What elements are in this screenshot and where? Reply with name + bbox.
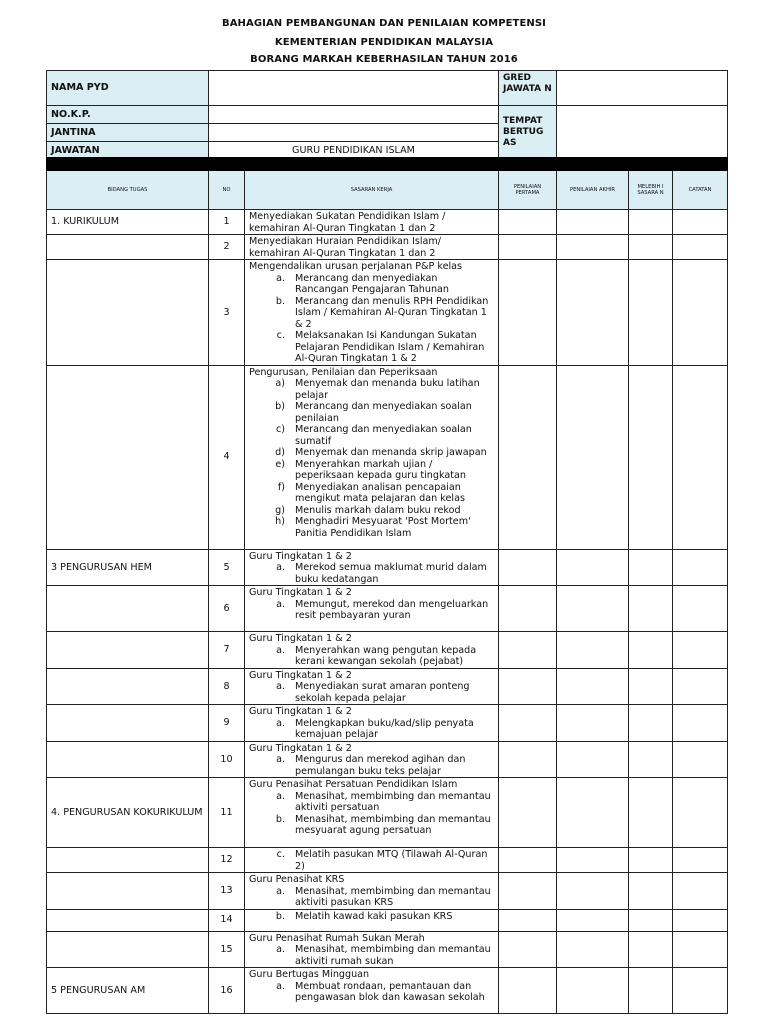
melebihi-cell[interactable]: [629, 909, 673, 931]
bidang-cell: [47, 260, 209, 366]
sasaran-item: [249, 447, 494, 459]
table-row: [47, 931, 728, 968]
item-text: Menyediakan analisan pencapaian mengikut mata pelajaran dan kelas: [295, 481, 465, 504]
penilaian-akhir-cell[interactable]: [557, 365, 629, 549]
item-marker: h): [275, 516, 285, 527]
catatan-cell[interactable]: [673, 260, 728, 366]
sasaran-item: [249, 562, 494, 585]
tempat-value[interactable]: [557, 106, 728, 160]
sasaran-intro: Guru Tingkatan 1 & 2: [249, 669, 352, 681]
penilaian-pertama-cell[interactable]: [499, 778, 557, 848]
sasaran-item: [249, 681, 494, 704]
table-row: [47, 549, 728, 586]
melebihi-cell[interactable]: [629, 210, 673, 235]
item-text: Menasihat, membimbing dan memantau aktiviti persatuan: [295, 790, 491, 813]
catatan-cell[interactable]: [673, 873, 728, 910]
catatan-cell[interactable]: [673, 909, 728, 931]
sasaran-intro: Guru Penasihat Persatuan Pendidikan Islam: [249, 779, 458, 790]
tempat-label: TEMPAT BERTUG AS: [499, 106, 557, 160]
item-text: Merancang dan menulis RPH Pendidikan Islam / Kemahiran Al-Quran Tingkatan 1 & 2: [295, 295, 489, 330]
penilaian-akhir-cell[interactable]: [557, 632, 629, 669]
catatan-cell[interactable]: [673, 968, 728, 1014]
melebihi-cell[interactable]: [629, 968, 673, 1014]
sasaran-item: [249, 424, 494, 447]
bidang-cell: [47, 848, 209, 873]
melebihi-cell[interactable]: [629, 741, 673, 778]
penilaian-akhir-cell[interactable]: [557, 741, 629, 778]
item-marker: a.: [276, 598, 285, 610]
sasaran-cell: [245, 210, 499, 235]
catatan-cell[interactable]: [673, 741, 728, 778]
col-sasaran: SASARAN KERJA: [245, 171, 499, 210]
penilaian-pertama-cell[interactable]: [499, 705, 557, 742]
melebihi-cell[interactable]: [629, 778, 673, 848]
item-marker: a.: [276, 717, 285, 729]
no-cell: 5: [209, 549, 245, 586]
table-row: [47, 668, 728, 705]
item-text: Membuat rondaan, pemantauan dan pengawasan blok dan kawasan sekolah: [295, 980, 485, 1003]
bidang-cell: 3 PENGURUSAN HEM: [47, 549, 209, 586]
melebihi-cell[interactable]: [629, 873, 673, 910]
jawatan-label: JAWATAN: [47, 142, 209, 160]
header-line-2: KEMENTERIAN PENDIDIKAN MALAYSIA: [274, 37, 494, 48]
nama-label: NAMA PYD: [47, 71, 209, 106]
penilaian-akhir-cell[interactable]: [557, 778, 629, 848]
sasaran-cell: [245, 632, 499, 669]
no-cell: 2: [209, 235, 245, 260]
bidang-cell: [47, 632, 209, 669]
sasaran-cell: [245, 586, 499, 632]
header-line-1: BAHAGIAN PEMBANGUNAN DAN PENILAIAN KOMPETENSI: [221, 18, 547, 29]
bidang-cell: [47, 235, 209, 260]
no-cell: 3: [209, 260, 245, 366]
sasaran-intro: Guru Penasihat KRS: [249, 874, 345, 885]
item-marker: e): [275, 458, 285, 470]
col-penilaian-akhir: PENILAIAN AKHIR: [557, 171, 629, 210]
item-text: Melatih kawad kaki pasukan KRS: [295, 910, 453, 922]
sasaran-item: [249, 330, 494, 365]
no-cell: 12: [209, 848, 245, 873]
no-cell: 10: [209, 741, 245, 778]
table-row: [47, 741, 728, 778]
catatan-cell[interactable]: [673, 632, 728, 669]
no-cell: 13: [209, 873, 245, 910]
melebihi-cell[interactable]: [629, 235, 673, 260]
item-text: Melatih pasukan MTQ (Tilawah Al-Quran 2): [295, 849, 488, 872]
sasaran-item: [249, 273, 494, 296]
melebihi-cell[interactable]: [629, 586, 673, 632]
penilaian-akhir-cell[interactable]: [557, 909, 629, 931]
sasaran-item: [249, 981, 494, 1004]
penilaian-pertama-cell[interactable]: [499, 848, 557, 873]
marks-table: [46, 157, 728, 1014]
penilaian-pertama-cell[interactable]: [499, 586, 557, 632]
sasaran-intro: Guru Tingkatan 1 & 2: [249, 587, 352, 598]
sasaran-item: [249, 516, 494, 539]
catatan-cell[interactable]: [673, 365, 728, 549]
item-marker: a.: [276, 885, 285, 897]
penilaian-pertama-cell[interactable]: [499, 235, 557, 260]
penilaian-akhir-cell[interactable]: [557, 668, 629, 705]
table-row: [47, 909, 728, 931]
sasaran-cell: [245, 549, 499, 586]
no-cell: 11: [209, 778, 245, 848]
table-row: [47, 848, 728, 873]
bidang-cell: [47, 741, 209, 778]
item-marker: a): [275, 378, 285, 389]
sasaran-item: [249, 505, 494, 517]
sasaran-item: [249, 944, 494, 967]
catatan-cell[interactable]: [673, 235, 728, 260]
sasaran-item: [249, 459, 494, 482]
melebihi-cell[interactable]: [629, 549, 673, 586]
item-marker: c.: [276, 330, 285, 341]
table-row: [47, 873, 728, 910]
penilaian-akhir-cell[interactable]: [557, 210, 629, 235]
no-cell: 8: [209, 668, 245, 705]
melebihi-cell[interactable]: [629, 632, 673, 669]
sasaran-intro: Mengendalikan urusan perjalanan P&P kelas: [249, 261, 463, 272]
table-row: [47, 586, 728, 632]
melebihi-cell[interactable]: [629, 668, 673, 705]
nokp-value[interactable]: [209, 106, 499, 124]
no-cell: 4: [209, 365, 245, 549]
no-cell: 14: [209, 909, 245, 931]
catatan-cell[interactable]: [673, 778, 728, 848]
sasaran-cell: [245, 931, 499, 968]
sasaran-item: [249, 814, 494, 837]
no-cell: 1: [209, 210, 245, 235]
sasaran-cell: [245, 778, 499, 848]
penilaian-pertama-cell[interactable]: [499, 741, 557, 778]
item-text: Menghadiri Mesyuarat 'Post Mortem' Panitia Pendidikan Islam: [295, 516, 471, 539]
item-text: Melengkapkan buku/kad/slip penyata kemajuan pelajar: [295, 717, 474, 740]
no-cell: 16: [209, 968, 245, 1014]
sasaran-intro: Guru Tingkatan 1 & 2: [249, 550, 352, 562]
sasaran-cell: [245, 235, 499, 260]
item-text: Menasihat, membimbing dan memantau mesyuarat agung persatuan: [295, 813, 491, 836]
jawatan-value: GURU PENDIDIKAN ISLAM: [209, 142, 499, 160]
sasaran-item: [249, 296, 494, 331]
penilaian-akhir-cell[interactable]: [557, 235, 629, 260]
header-line-3: BORANG MARKAH KEBERHASILAN TAHUN 2016: [250, 54, 518, 65]
sasaran-cell: [245, 668, 499, 705]
no-cell: 9: [209, 705, 245, 742]
sasaran-item: [249, 911, 494, 923]
catatan-cell[interactable]: [673, 931, 728, 968]
item-marker: b.: [275, 910, 285, 922]
black-separator: [47, 158, 728, 171]
bidang-cell: [47, 586, 209, 632]
item-text: Mengurus dan merekod agihan dan pemulangan buku teks pelajar: [295, 754, 466, 777]
sasaran-intro: Guru Tingkatan 1 & 2: [249, 706, 352, 717]
jantina-label: JANTINA: [47, 124, 209, 142]
sasaran-cell: [245, 365, 499, 549]
item-marker: b.: [275, 295, 285, 307]
sasaran-item: [249, 718, 494, 741]
sasaran-item: [249, 754, 494, 777]
penilaian-pertama-cell[interactable]: [499, 668, 557, 705]
bidang-cell: 4. PENGURUSAN KOKURIKULUM: [47, 778, 209, 848]
item-text: Merancang dan menyediakan soalan sumatif: [295, 424, 472, 447]
gred-label: GRED JAWATA N: [499, 71, 557, 106]
item-marker: a.: [276, 754, 285, 765]
sasaran-intro: Guru Tingkatan 1 & 2: [249, 742, 352, 754]
sasaran-cell: [245, 705, 499, 742]
sasaran-cell: [245, 968, 499, 1014]
sasaran-cell: [245, 260, 499, 366]
sasaran-intro: Menyediakan Huraian Pendidikan Islam/ kemahiran Al-Quran Tingkatan 1 dan 2: [249, 236, 441, 259]
item-marker: a.: [276, 681, 285, 692]
table-row: [47, 210, 728, 235]
col-melebihi: MELEBIH I SASARA N: [629, 171, 673, 210]
bidang-cell: [47, 909, 209, 931]
item-marker: a.: [276, 790, 285, 802]
gred-value[interactable]: [557, 71, 728, 106]
item-text: Menyerahkan wang pengutan kepada kerani kewangan sekolah (pejabat): [295, 644, 477, 667]
bidang-cell: [47, 365, 209, 549]
bidang-cell: 1. KURIKULUM: [47, 210, 209, 235]
catatan-cell[interactable]: [673, 848, 728, 873]
item-marker: a.: [276, 944, 285, 955]
penilaian-pertama-cell[interactable]: [499, 365, 557, 549]
identity-table: [46, 70, 728, 160]
no-cell: 15: [209, 931, 245, 968]
penilaian-pertama-cell[interactable]: [499, 909, 557, 931]
melebihi-cell[interactable]: [629, 931, 673, 968]
table-row: [47, 632, 728, 669]
item-text: Menasihat, membimbing dan memantau aktiviti rumah sukan: [295, 944, 491, 967]
sasaran-item: [249, 378, 494, 401]
sasaran-item: [249, 401, 494, 424]
jantina-value[interactable]: [209, 124, 499, 142]
item-text: Memungut, merekod dan mengeluarkan resit pembayaran yuran: [295, 598, 489, 621]
penilaian-akhir-cell[interactable]: [557, 968, 629, 1014]
sasaran-cell: [245, 741, 499, 778]
item-text: Merancang dan menyediakan Rancangan Pengajaran Tahunan: [295, 272, 449, 295]
catatan-cell[interactable]: [673, 705, 728, 742]
item-text: Menulis markah dalam buku rekod: [295, 504, 461, 516]
table-row: [47, 260, 728, 366]
sasaran-intro: Pengurusan, Penilaian dan Peperiksaan: [249, 366, 438, 378]
melebihi-cell[interactable]: [629, 848, 673, 873]
catatan-cell[interactable]: [673, 210, 728, 235]
no-cell: 6: [209, 586, 245, 632]
item-text: Melaksanakan Isi Kandungan Sukatan Pelajaran Pendidikan Islam / Kemahiran Al-Quran Tingkatan 1 & 2: [295, 330, 485, 364]
item-marker: d): [275, 447, 285, 458]
sasaran-cell: [245, 848, 499, 873]
item-text: Merancang dan menyediakan soalan penilaian: [295, 401, 472, 424]
sasaran-item: [249, 849, 494, 872]
item-marker: c.: [276, 849, 285, 860]
penilaian-pertama-cell[interactable]: [499, 968, 557, 1014]
sasaran-intro: Menyediakan Sukatan Pendidikan Islam / kemahiran Al-Quran Tingkatan 1 dan 2: [249, 211, 446, 234]
col-catatan: CATATAN: [673, 171, 728, 210]
penilaian-akhir-cell[interactable]: [557, 705, 629, 742]
penilaian-akhir-cell[interactable]: [557, 586, 629, 632]
sasaran-item: [249, 482, 494, 505]
penilaian-pertama-cell[interactable]: [499, 931, 557, 968]
item-text: Menyediakan surat amaran ponteng sekolah kepada pelajar: [295, 681, 470, 704]
item-marker: c): [275, 424, 285, 435]
nokp-label: NO.K.P.: [47, 106, 209, 124]
sasaran-intro: Guru Tingkatan 1 & 2: [249, 633, 352, 644]
item-text: Merekod semua maklumat murid dalam buku kedatangan: [295, 562, 487, 585]
melebihi-cell[interactable]: [629, 365, 673, 549]
penilaian-akhir-cell[interactable]: [557, 873, 629, 910]
sasaran-cell: [245, 873, 499, 910]
item-text: Menyerahkan markah ujian / peperiksaan kepada guru tingkatan: [295, 458, 466, 481]
penilaian-akhir-cell[interactable]: [557, 848, 629, 873]
table-row: [47, 365, 728, 549]
sasaran-item: [249, 645, 494, 668]
col-bidang: BIDANG TUGAS: [47, 171, 209, 210]
sasaran-item: [249, 791, 494, 814]
item-marker: a.: [276, 562, 285, 573]
penilaian-pertama-cell[interactable]: [499, 549, 557, 586]
no-cell: 7: [209, 632, 245, 669]
table-row: [47, 778, 728, 848]
item-marker: a.: [276, 272, 285, 284]
item-marker: a.: [276, 644, 285, 656]
catatan-cell[interactable]: [673, 586, 728, 632]
item-marker: a.: [276, 980, 285, 992]
item-marker: g): [275, 504, 285, 516]
bidang-cell: 5 PENGURUSAN AM: [47, 968, 209, 1014]
item-marker: f): [277, 481, 285, 493]
item-text: Menyemak dan menanda buku latihan pelajar: [295, 378, 480, 401]
sasaran-item: [249, 886, 494, 909]
bidang-cell: [47, 873, 209, 910]
bidang-cell: [47, 931, 209, 968]
sasaran-intro: Guru Bertugas Mingguan: [249, 969, 370, 980]
penilaian-pertama-cell[interactable]: [499, 632, 557, 669]
sasaran-cell: [245, 909, 499, 931]
melebihi-cell[interactable]: [629, 705, 673, 742]
item-text: Menyemak dan menanda skrip jawapan: [295, 447, 487, 458]
table-row: [47, 235, 728, 260]
item-text: Menasihat, membimbing dan memantau aktiviti pasukan KRS: [295, 885, 491, 908]
table-row: [47, 705, 728, 742]
penilaian-pertama-cell[interactable]: [499, 260, 557, 366]
penilaian-pertama-cell[interactable]: [499, 873, 557, 910]
penilaian-akhir-cell[interactable]: [557, 260, 629, 366]
table-row: [47, 968, 728, 1014]
item-marker: b.: [275, 813, 285, 825]
sasaran-intro: Guru Penasihat Rumah Sukan Merah: [249, 932, 425, 944]
bidang-cell: [47, 705, 209, 742]
nama-value[interactable]: [209, 71, 499, 106]
catatan-cell[interactable]: [673, 668, 728, 705]
col-no: NO: [209, 171, 245, 210]
bidang-cell: [47, 668, 209, 705]
penilaian-akhir-cell[interactable]: [557, 931, 629, 968]
catatan-cell[interactable]: [673, 549, 728, 586]
col-penilaian-pertama: PENILAIAN PERTAMA: [499, 171, 557, 210]
sasaran-item: [249, 599, 494, 622]
penilaian-akhir-cell[interactable]: [557, 549, 629, 586]
penilaian-pertama-cell[interactable]: [499, 210, 557, 235]
melebihi-cell[interactable]: [629, 260, 673, 366]
item-marker: b): [275, 401, 285, 412]
